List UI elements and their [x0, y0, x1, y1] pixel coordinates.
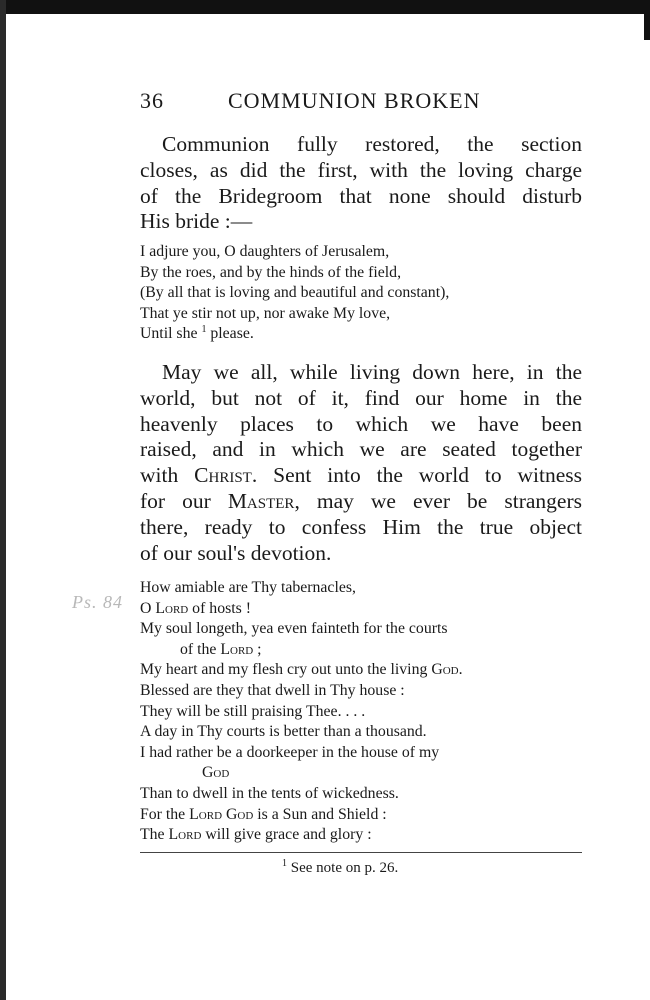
psalm-line — [140, 805, 590, 826]
paragraph-2-line: May we all, while living down here, in the — [162, 360, 582, 384]
small-caps-lord: Lord — [220, 640, 254, 658]
text-span: with — [140, 463, 195, 488]
text-span: will give grace and glory : — [201, 826, 372, 844]
text-span: ; — [253, 640, 262, 658]
psalm-line: How amiable are Thy tabernacles, — [140, 579, 356, 596]
psalm-line: Than to dwell in the tents of wickedness. — [140, 784, 399, 802]
handwritten-margin-note: Ps. 84 — [72, 592, 123, 612]
psalm-line: A day in Thy courts is better than a thousand. — [140, 723, 427, 741]
text-span: For the — [140, 805, 190, 823]
text-span: My heart and my flesh cry out unto the living — [140, 661, 432, 679]
small-caps-god: God — [431, 661, 459, 679]
paragraph-2-line: heavenly places to which we have been — [140, 411, 582, 436]
psalm-quote — [140, 578, 590, 846]
paragraph-1-line: Communion fully restored, the section — [162, 132, 582, 156]
paragraph-2-line — [140, 489, 582, 515]
small-caps-lord-god: Lord God — [189, 805, 254, 823]
verse-line: That ye stir not up, nor awake My love, — [140, 304, 391, 322]
text-span: is a Sun and Shield : — [253, 805, 387, 823]
verse-quote-1 — [140, 242, 590, 345]
small-caps-master: Master — [227, 488, 295, 513]
page-edge-corner — [644, 0, 650, 40]
page-title: COMMUNION BROKEN — [228, 88, 481, 113]
psalm-line — [140, 640, 590, 661]
verse-line-text: please. — [206, 325, 254, 343]
footnote — [282, 860, 398, 877]
verse-line: I adjure you, O daughters of Jerusalem, — [140, 243, 390, 260]
verse-line-text: Until she — [140, 325, 198, 343]
psalm-line: My soul longeth, yea even fainteth for the courts — [140, 620, 448, 638]
paragraph-1-line: closes, as did the first, with the loving charge — [140, 157, 582, 182]
text-span: for our — [140, 488, 228, 513]
verse-line — [140, 324, 590, 345]
small-caps-christ: Christ — [194, 463, 252, 488]
psalm-line — [140, 599, 590, 620]
psalm-line — [140, 825, 590, 846]
footnote-divider — [140, 852, 582, 853]
paragraph-2-line: there, ready to confess Him the true object — [140, 514, 582, 539]
footnote-text: See note on p. 26. — [287, 860, 399, 876]
text-span: . Sent into the world to witness — [251, 463, 582, 488]
small-caps-lord: Lord — [155, 599, 189, 617]
verse-line: (By all that is loving and beautiful and constant), — [140, 284, 450, 302]
text-span: of hosts ! — [188, 599, 251, 617]
paragraph-2-line: world, but not of it, find our home in the — [140, 385, 582, 410]
text-span: The — [140, 826, 169, 844]
paragraph-1-line: His bride :— — [140, 209, 253, 234]
page-edge-top — [0, 0, 650, 14]
footnote-marker: 1 — [282, 858, 287, 869]
psalm-line: Blessed are they that dwell in Thy house : — [140, 681, 405, 699]
text-span: of the — [180, 640, 221, 658]
paragraph-2-line: raised, and in which we are seated together — [140, 437, 582, 462]
paragraph-1 — [140, 132, 582, 235]
text-span: O — [140, 599, 156, 617]
running-head — [140, 88, 580, 114]
psalm-line: I had rather be a doorkeeper in the house of my — [140, 743, 440, 761]
page-number: 36 — [140, 88, 164, 113]
verse-line: By the roes, and by the hinds of the field, — [140, 263, 402, 281]
psalm-line — [140, 660, 590, 681]
paragraph-2 — [140, 360, 582, 566]
small-caps-lord: Lord — [168, 826, 202, 844]
psalm-line: They will be still praising Thee. . . . — [140, 702, 366, 720]
paragraph-2-line: of our soul's devotion. — [140, 540, 332, 565]
page-edge-left — [0, 0, 6, 1000]
psalm-line: God — [202, 764, 230, 782]
paragraph-1-line: of the Bridegroom that none should disturb — [140, 183, 582, 208]
footnote-ref: 1 — [201, 324, 207, 336]
text-span: , may we ever be strangers — [294, 488, 582, 513]
text-span: . — [458, 661, 463, 679]
paragraph-2-line — [140, 463, 582, 489]
